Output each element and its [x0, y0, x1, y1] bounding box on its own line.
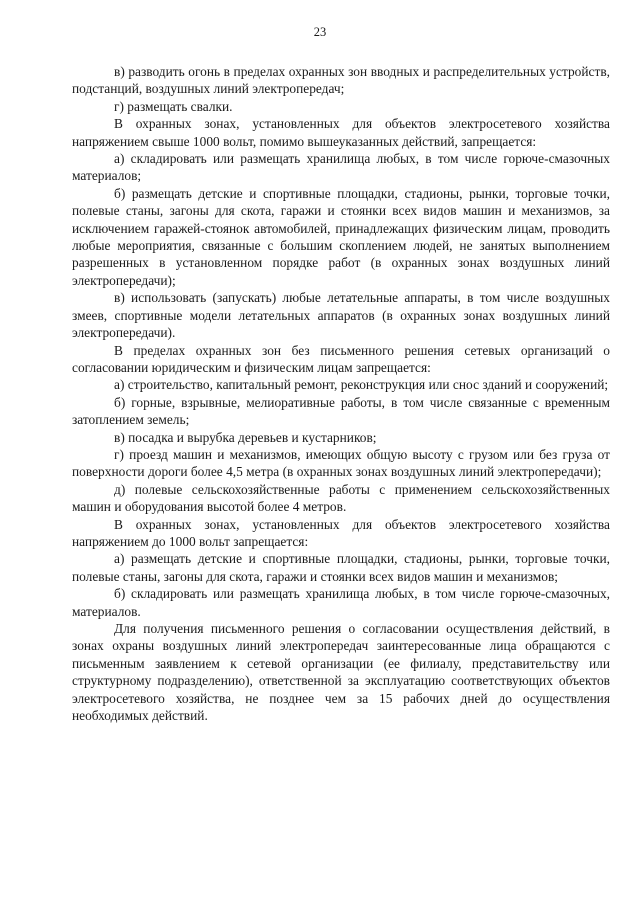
paragraph: г) проезд машин и механизмов, имеющих общую высоту с грузом или без груза от поверхности дороги более 4,5 метра (в охранных зонах воздушных линий электропередачи); — [72, 446, 610, 480]
paragraph: а) размещать детские и спортивные площадки, стадионы, рынки, торговые точки, полевые станы, загоны для скота, гаражи и стоянки всех видов машин и механизмов; — [72, 551, 610, 584]
paragraph: в) разводить огонь в пределах охранных зон вводных и распределительных устройств, подстанций, воздушных линий электропередач; — [72, 64, 610, 97]
paragraph: В пределах охранных зон без письменного решения сетевых организаций о согласовании юридическим и физическим лицам запрещается: — [72, 342, 610, 375]
paragraph: б) складировать или размещать хранилища любых, в том числе горюче-смазочных, материалов. — [72, 586, 610, 619]
paragraph: б) размещать детские и спортивные площадки, стадионы, рынки, торговые точки, полевые станы, загоны для скота, гаражи и стоянки всех видов машин и механизмов, за исключением гаражей-стоянок автомобилей, принадлежащих физическим лицам, проводить любые мероприятия, связанные с большим скоплением людей, не занятых выполнением разрешенных в установленном порядке работ (в охранных зонах воздушных линий электропередачи); — [72, 185, 610, 288]
document-body — [72, 63, 610, 724]
paragraph: Для получения письменного решения о согласовании осуществления действий, в зонах охраны воздушных линий электропередач заинтересованные лица обращаются с письменным заявлением к сетевой организации (ее филиалу, представительству или структурному подразделению), ответственной за эксплуатацию соответствующих объектов электросетевого хозяйства, не позднее чем за 15 рабочих дней до осуществления необходимых действий. — [72, 621, 610, 724]
paragraph: в) использовать (запускать) любые летательные аппараты, в том числе воздушных змеев, спортивные модели летательных аппаратов (в охранных зонах воздушных линий электропередачи). — [72, 290, 610, 341]
paragraph: г) размещать свалки. — [114, 98, 233, 114]
paragraph: В охранных зонах, установленных для объектов электросетевого хозяйства напряжением до 1000 вольт запрещается: — [72, 516, 610, 549]
paragraph: а) строительство, капитальный ремонт, реконструкция или снос зданий и сооружений; — [114, 377, 609, 393]
paragraph: а) складировать или размещать хранилища любых, в том числе горюче-смазочных материалов; — [72, 151, 610, 184]
paragraph: д) полевые сельскохозяйственные работы с применением сельскохозяйственных машин и оборудования высотой более 4 метров. — [72, 481, 610, 515]
paragraph: в) посадка и вырубка деревьев и кустарников; — [114, 429, 377, 445]
page-number: 23 — [313, 25, 327, 39]
paragraph: В охранных зонах, установленных для объектов электросетевого хозяйства напряжением свыше 1000 вольт, помимо вышеуказанных действий, запрещается: — [72, 116, 610, 149]
paragraph: б) горные, взрывные, мелиоративные работы, в том числе связанные с временным затоплением земель; — [72, 394, 610, 428]
